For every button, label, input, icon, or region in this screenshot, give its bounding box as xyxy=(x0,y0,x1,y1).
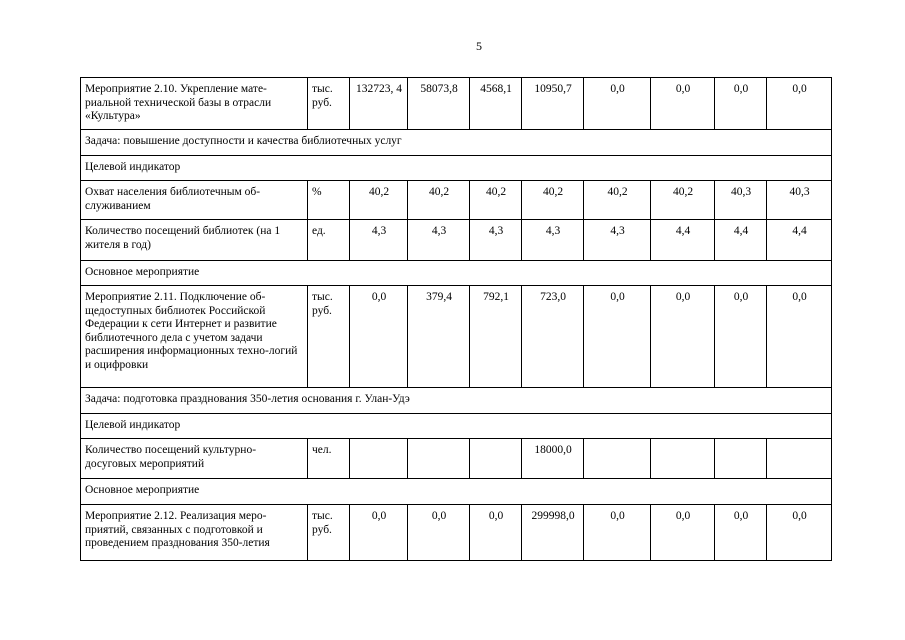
unit-cell: ед. xyxy=(308,220,350,261)
value-cell xyxy=(350,439,408,479)
value-cell: 0,0 xyxy=(715,78,767,130)
value-cell: 4568,1 xyxy=(470,78,522,130)
value-cell: 18000,0 xyxy=(522,439,584,479)
page-number: 5 xyxy=(476,39,482,53)
value-cell: 0,0 xyxy=(350,286,408,388)
value-cell: 40,2 xyxy=(522,181,584,220)
value-cell: 379,4 xyxy=(408,286,470,388)
indicator-name-cell: Мероприятие 2.10. Укрепление мате-риальной технической базы в отрасли «Культура» xyxy=(81,78,308,130)
value-cell: 4,4 xyxy=(715,220,767,261)
value-cell xyxy=(715,439,767,479)
indicator-name-cell: Мероприятие 2.12. Реализация меро-приятий, связанных с подготовкой и проведением празднования 350-летия xyxy=(81,505,308,561)
section-heading: Основное мероприятие xyxy=(81,261,832,286)
value-cell: 4,3 xyxy=(584,220,651,261)
value-cell xyxy=(651,439,715,479)
value-cell: 0,0 xyxy=(767,286,832,388)
value-cell: 40,2 xyxy=(651,181,715,220)
value-cell: 40,2 xyxy=(470,181,522,220)
value-cell: 0,0 xyxy=(651,78,715,130)
value-cell: 0,0 xyxy=(715,505,767,561)
value-cell: 0,0 xyxy=(584,78,651,130)
unit-cell: тыс. руб. xyxy=(308,505,350,561)
section-heading: Основное мероприятие xyxy=(81,479,832,505)
value-cell: 40,3 xyxy=(715,181,767,220)
value-cell: 40,2 xyxy=(584,181,651,220)
value-cell: 299998,0 xyxy=(522,505,584,561)
unit-cell: чел. xyxy=(308,439,350,479)
section-heading: Задача: повышение доступности и качества библиотечных услуг xyxy=(81,130,832,156)
value-cell xyxy=(408,439,470,479)
indicator-name-cell: Количество посещений культурно-досуговых мероприятий xyxy=(81,439,308,479)
value-cell: 0,0 xyxy=(767,78,832,130)
section-row xyxy=(81,414,832,439)
section-row xyxy=(81,130,832,156)
value-cell: 40,2 xyxy=(408,181,470,220)
table-row xyxy=(81,78,832,130)
unit-cell: % xyxy=(308,181,350,220)
table-row xyxy=(81,286,832,388)
section-heading: Целевой индикатор xyxy=(81,156,832,181)
program-table xyxy=(80,77,832,561)
value-cell: 0,0 xyxy=(408,505,470,561)
table-row xyxy=(81,505,832,561)
value-cell: 723,0 xyxy=(522,286,584,388)
section-row xyxy=(81,156,832,181)
value-cell: 4,4 xyxy=(767,220,832,261)
table-row xyxy=(81,439,832,479)
value-cell: 0,0 xyxy=(651,286,715,388)
section-row xyxy=(81,261,832,286)
value-cell: 40,2 xyxy=(350,181,408,220)
value-cell xyxy=(584,439,651,479)
value-cell xyxy=(767,439,832,479)
value-cell: 4,3 xyxy=(522,220,584,261)
indicator-name-cell: Охват населения библиотечным об-служиванием xyxy=(81,181,308,220)
indicator-name-cell: Количество посещений библиотек (на 1 жителя в год) xyxy=(81,220,308,261)
value-cell: 0,0 xyxy=(767,505,832,561)
value-cell: 40,3 xyxy=(767,181,832,220)
value-cell: 0,0 xyxy=(715,286,767,388)
value-cell: 0,0 xyxy=(584,505,651,561)
section-heading: Целевой индикатор xyxy=(81,414,832,439)
value-cell: 0,0 xyxy=(470,505,522,561)
value-cell: 4,4 xyxy=(651,220,715,261)
section-heading: Задача: подготовка празднования 350-летия основания г. Улан-Удэ xyxy=(81,388,832,414)
table-row xyxy=(81,220,832,261)
value-cell: 792,1 xyxy=(470,286,522,388)
value-cell: 4,3 xyxy=(470,220,522,261)
value-cell: 0,0 xyxy=(651,505,715,561)
value-cell: 0,0 xyxy=(350,505,408,561)
section-row xyxy=(81,479,832,505)
unit-cell: тыс. руб. xyxy=(308,286,350,388)
unit-cell: тыс. руб. xyxy=(308,78,350,130)
value-cell: 58073,8 xyxy=(408,78,470,130)
value-cell: 10950,7 xyxy=(522,78,584,130)
value-cell: 132723, 4 xyxy=(350,78,408,130)
table-row xyxy=(81,181,832,220)
section-row xyxy=(81,388,832,414)
value-cell xyxy=(470,439,522,479)
indicator-name-cell: Мероприятие 2.11. Подключение об-щедоступных библиотек Российской Федерации к сети Интернет и развитие библиотечного дела с учетом задачи расширения информационных техно-логий и оцифровки xyxy=(81,286,308,388)
value-cell: 4,3 xyxy=(350,220,408,261)
value-cell: 0,0 xyxy=(584,286,651,388)
value-cell: 4,3 xyxy=(408,220,470,261)
